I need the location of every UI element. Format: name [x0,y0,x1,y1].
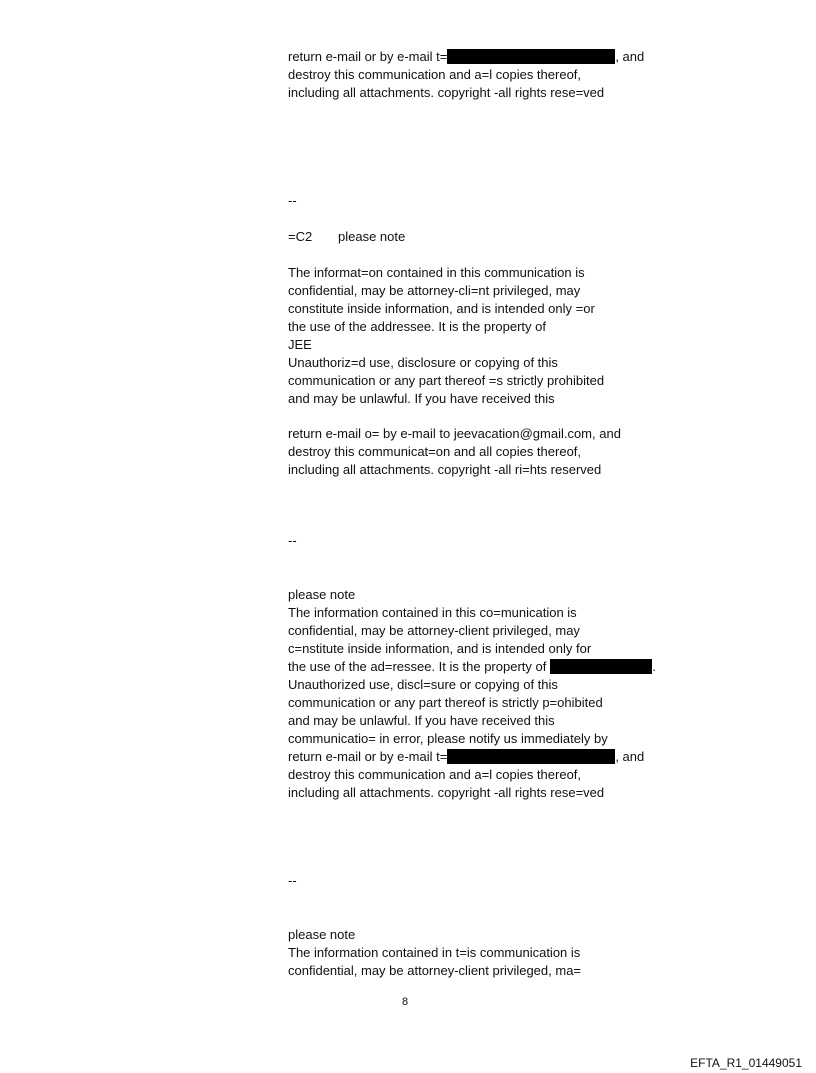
text-line: the use of the addressee. It is the property of [288,319,546,334]
text-line: communication or any part thereof is strictly p=ohibited [288,695,603,710]
email-footer-block-1 [288,48,708,102]
text-line: Unauthorized use, discl=sure or copying of this [288,677,558,692]
text-line: destroy this communication and a=l copies thereof, [288,67,582,82]
redaction-bar [550,659,652,674]
text-fragment: , and [615,749,645,764]
text-line [288,658,708,676]
encoding-code: =C2 [288,229,313,244]
text-line: destroy this communication and a=l copies thereof, [288,767,582,782]
redaction-bar [447,49,615,64]
separator-1 [288,192,708,210]
separator-3 [288,872,708,890]
document-id: EFTA_R1_01449051 [690,1056,802,1070]
separator-2 [288,532,708,550]
text-line: Unauthoriz=d use, disclosure or copying of this [288,355,558,370]
email-footer-block-3 [288,586,708,802]
text-line [288,748,708,766]
text-line: confidential, may be attorney-client privileged, ma= [288,963,582,978]
separator-text: -- [288,873,297,888]
separator-text: -- [288,193,297,208]
text-line: communication or any part thereof =s strictly prohibited [288,373,605,388]
text-line: and may be unlawful. If you have received this [288,391,555,406]
email-footer-block-2-body [288,264,708,408]
redaction-bar [447,749,615,764]
text-fragment: the use of the ad=ressee. It is the property of [288,659,547,674]
text-fragment: return e-mail or by e-mail t= [288,749,448,764]
separator-text: -- [288,533,297,548]
text-line: destroy this communicat=on and all copies thereof, [288,444,582,459]
text-line: including all attachments. copyright -all ri=hts reserved [288,462,602,477]
text-line: c=nstitute inside information, and is intended only for [288,641,592,656]
text-line: including all attachments. copyright -all rights rese=ved [288,85,605,100]
text-fragment: . [652,659,656,674]
text-line: including all attachments. copyright -all rights rese=ved [288,785,605,800]
text-line: confidential, may be attorney-cli=nt privileged, may [288,283,581,298]
text-line: and may be unlawful. If you have received this [288,713,555,728]
page-number: 8 [402,996,409,1008]
email-footer-block-4 [288,926,708,980]
text-fragment: return e-mail or by e-mail t= [288,49,448,64]
text-line: JEE [288,337,312,352]
text-line: The information contained in t=is communication is [288,945,581,960]
text-line: communicatio= in error, please notify us immediately by [288,731,608,746]
text-line: confidential, may be attorney-client privileged, may [288,623,580,638]
email-footer-block-2-tail [288,425,708,479]
notice-label: please note [288,927,356,942]
email-footer-block-2 [288,228,708,246]
text-line: return e-mail o= by e-mail to jeevacation@gmail.com, and [288,426,621,441]
text-fragment: , and [615,49,645,64]
notice-label: please note [288,587,356,602]
text-line: The informat=on contained in this communication is [288,265,585,280]
notice-heading [288,228,708,246]
text-line: The information contained in this co=munication is [288,605,577,620]
text-line: constitute inside information, and is intended only =or [288,301,595,316]
text-line [288,48,708,66]
notice-label: please note [338,229,406,244]
